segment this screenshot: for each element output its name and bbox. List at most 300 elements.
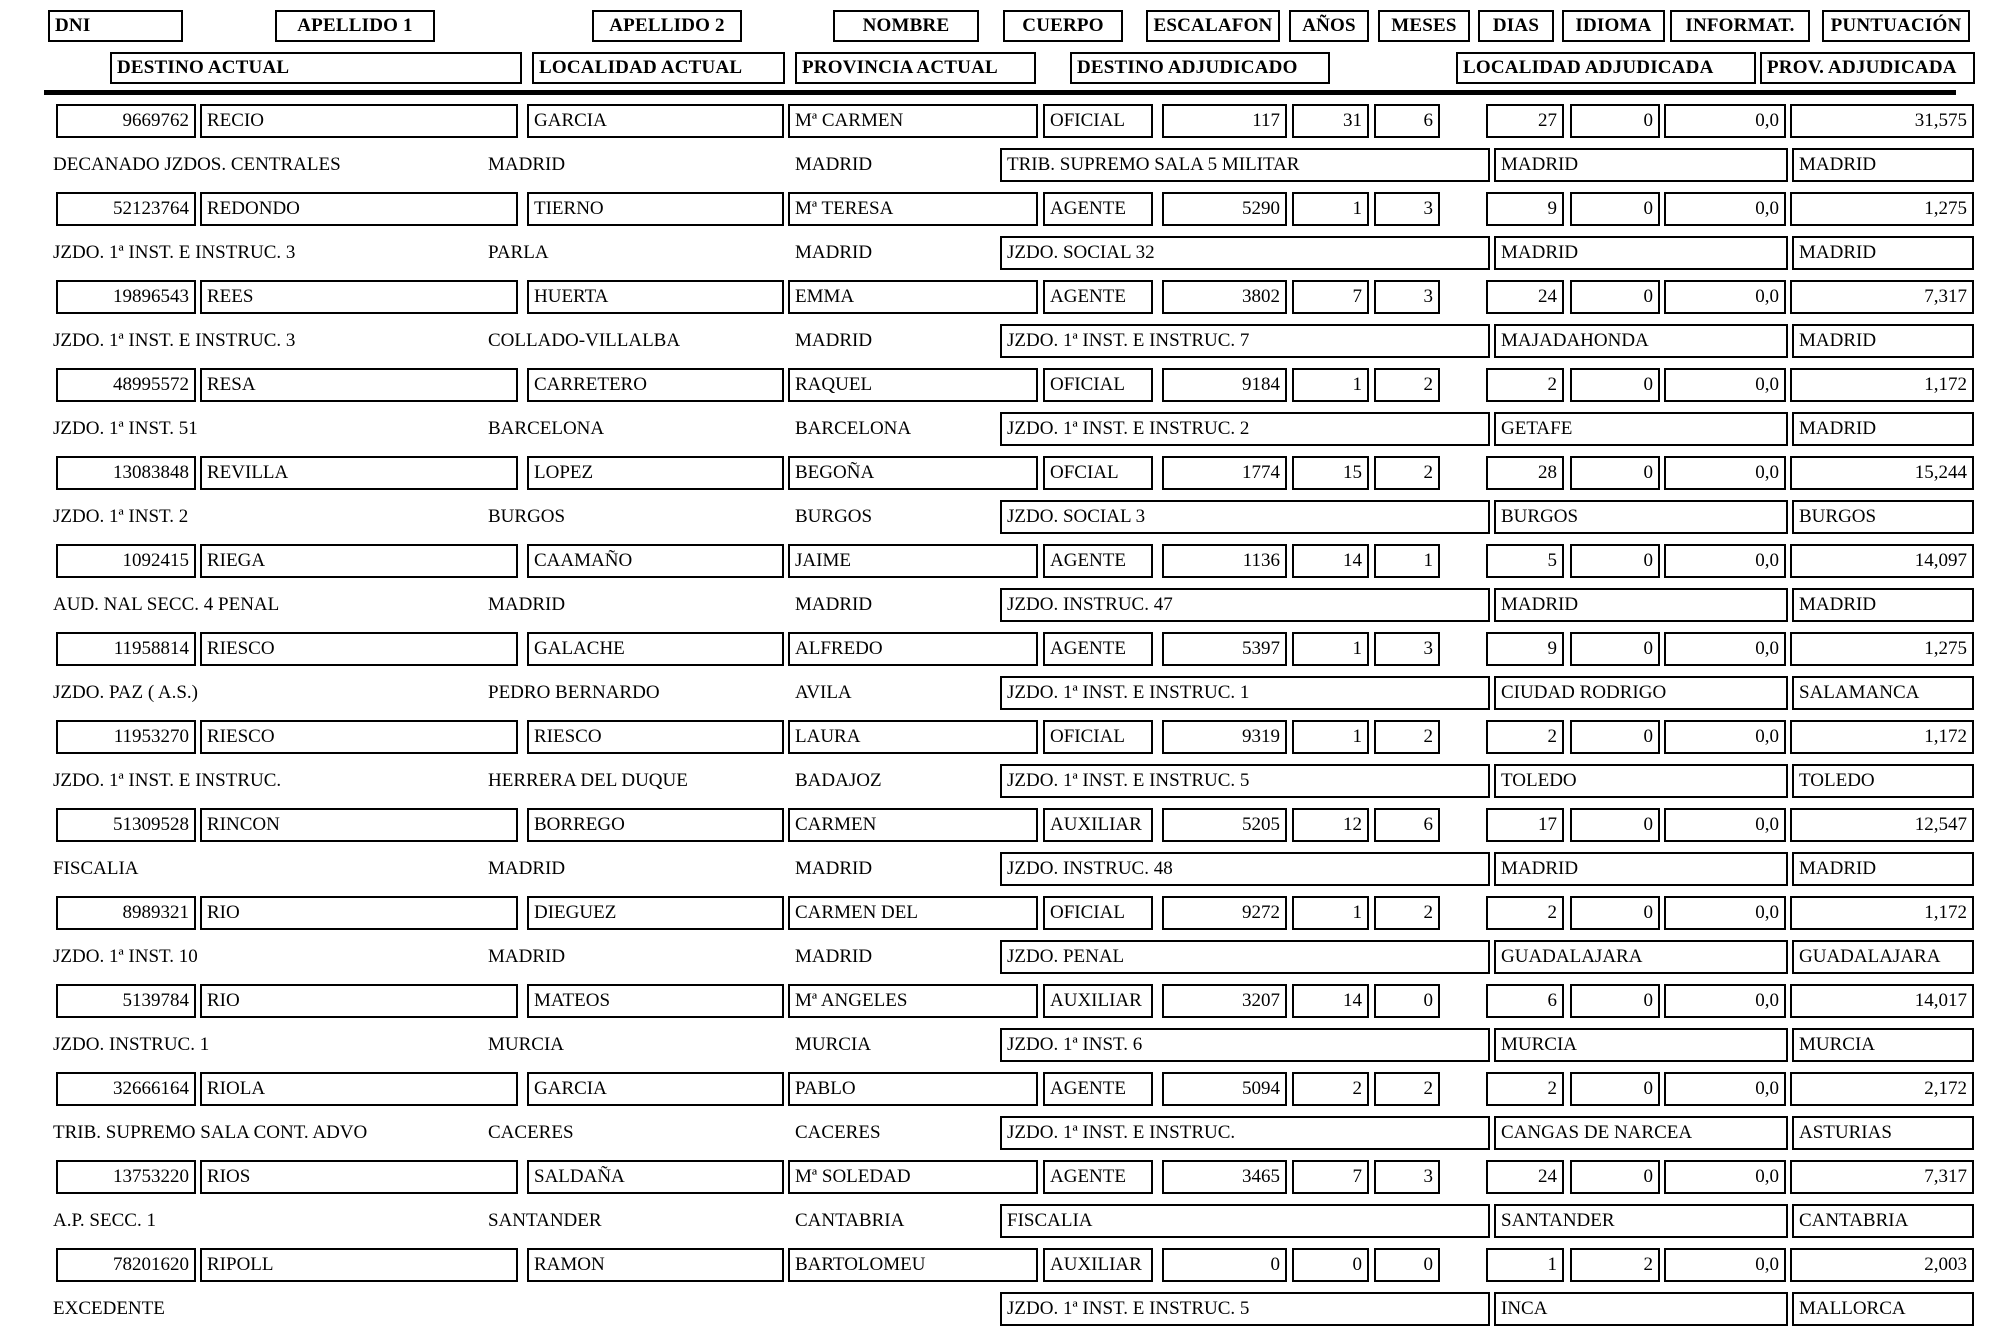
cell-localidad-actual: HERRERA DEL DUQUE (488, 770, 688, 791)
cell-destino-actual: JZDO. 1ª INST. E INSTRUC. (53, 770, 282, 791)
cell-idioma: 0 (1570, 632, 1660, 666)
cell-destino-actual: JZDO. 1ª INST. 10 (53, 946, 198, 967)
cell-destino-adjudicado: JZDO. INSTRUC. 47 (1000, 588, 1490, 622)
record-line-secondary (0, 848, 2000, 892)
cell-destino-adjudicado: TRIB. SUPREMO SALA 5 MILITAR (1000, 148, 1490, 182)
table-row (0, 452, 2000, 540)
cell-nombre: RAQUEL (788, 368, 1038, 402)
cell-localidad-adjudicada: TOLEDO (1494, 764, 1788, 798)
cell-destino-adjudicado: JZDO. 1ª INST. 6 (1000, 1028, 1490, 1062)
cell-dni: 1092415 (56, 544, 196, 578)
cell-cuerpo: OFICIAL (1043, 104, 1153, 138)
header-apellido-2: APELLIDO 2 (592, 10, 742, 42)
cell-dni: 9669762 (56, 104, 196, 138)
cell-anios: 7 (1292, 280, 1369, 314)
cell-apellido2: GARCIA (527, 104, 784, 138)
cell-prov-adjudicada: ASTURIAS (1792, 1116, 1974, 1150)
header-escalafon: ESCALAFON (1146, 10, 1280, 42)
cell-escalafon: 5205 (1162, 808, 1287, 842)
cell-escalafon: 9184 (1162, 368, 1287, 402)
cell-anios: 1 (1292, 720, 1369, 754)
cell-dni: 5139784 (56, 984, 196, 1018)
cell-apellido1: RIO (200, 896, 518, 930)
cell-prov-adjudicada: MURCIA (1792, 1028, 1974, 1062)
cell-meses: 1 (1374, 544, 1440, 578)
cell-apellido2: SALDAÑA (527, 1160, 784, 1194)
cell-apellido1: RIO (200, 984, 518, 1018)
cell-apellido2: RIESCO (527, 720, 784, 754)
cell-localidad-actual (483, 1292, 753, 1326)
cell-puntuacion: 1,172 (1790, 720, 1974, 754)
cell-apellido1: RIPOLL (200, 1248, 518, 1282)
header-localidad-actual: LOCALIDAD ACTUAL (532, 52, 785, 84)
record-line-primary (0, 100, 2000, 144)
table-row (0, 1244, 2000, 1332)
cell-apellido1: RINCON (200, 808, 518, 842)
cell-dias: 1 (1486, 1248, 1564, 1282)
cell-localidad-adjudicada: MADRID (1494, 236, 1788, 270)
cell-apellido2: GARCIA (527, 1072, 784, 1106)
cell-nombre: CARMEN (788, 808, 1038, 842)
cell-destino-adjudicado: JZDO. 1ª INST. E INSTRUC. 5 (1000, 764, 1490, 798)
cell-localidad-actual: CACERES (488, 1122, 574, 1143)
cell-dias: 6 (1486, 984, 1564, 1018)
cell-escalafon: 3207 (1162, 984, 1287, 1018)
cell-dias: 17 (1486, 808, 1564, 842)
cell-destino-adjudicado: JZDO. SOCIAL 32 (1000, 236, 1490, 270)
header-localidad-adjudicada: LOCALIDAD ADJUDICADA (1456, 52, 1756, 84)
cell-cuerpo: AGENTE (1043, 632, 1153, 666)
record-line-secondary (0, 496, 2000, 540)
cell-provincia-actual (790, 1292, 1020, 1326)
cell-dias: 2 (1486, 368, 1564, 402)
cell-puntuacion: 14,097 (1790, 544, 1974, 578)
record-line-primary (0, 716, 2000, 760)
cell-informat: 0,0 (1664, 808, 1786, 842)
cell-destino-actual: JZDO. 1ª INST. 2 (53, 506, 189, 527)
cell-prov-adjudicada: MADRID (1792, 412, 1974, 446)
cell-puntuacion: 1,172 (1790, 368, 1974, 402)
cell-idioma: 0 (1570, 1072, 1660, 1106)
cell-nombre: JAIME (788, 544, 1038, 578)
cell-localidad-adjudicada: SANTANDER (1494, 1204, 1788, 1238)
cell-dni: 19896543 (56, 280, 196, 314)
cell-escalafon: 3465 (1162, 1160, 1287, 1194)
cell-meses: 2 (1374, 1072, 1440, 1106)
cell-cuerpo: AGENTE (1043, 192, 1153, 226)
cell-prov-adjudicada: GUADALAJARA (1792, 940, 1974, 974)
cell-dni: 48995572 (56, 368, 196, 402)
table-row (0, 276, 2000, 364)
cell-localidad-actual: SANTANDER (488, 1210, 602, 1231)
cell-localidad-adjudicada: GUADALAJARA (1494, 940, 1788, 974)
cell-cuerpo: AGENTE (1043, 1072, 1153, 1106)
cell-cuerpo: AUXILIAR (1043, 1248, 1153, 1282)
cell-destino-adjudicado: JZDO. 1ª INST. E INSTRUC. 7 (1000, 324, 1490, 358)
cell-dias: 27 (1486, 104, 1564, 138)
cell-apellido1: REVILLA (200, 456, 518, 490)
cell-destino-adjudicado: JZDO. PENAL (1000, 940, 1490, 974)
cell-prov-adjudicada: MADRID (1792, 852, 1974, 886)
cell-puntuacion: 7,317 (1790, 1160, 1974, 1194)
cell-dni: 11958814 (56, 632, 196, 666)
cell-informat: 0,0 (1664, 1248, 1786, 1282)
cell-dni: 51309528 (56, 808, 196, 842)
cell-meses: 0 (1374, 1248, 1440, 1282)
cell-meses: 6 (1374, 808, 1440, 842)
record-line-secondary (0, 232, 2000, 276)
cell-escalafon: 5094 (1162, 1072, 1287, 1106)
cell-localidad-adjudicada: BURGOS (1494, 500, 1788, 534)
record-line-secondary (0, 144, 2000, 188)
cell-apellido1: REDONDO (200, 192, 518, 226)
cell-cuerpo: OFCIAL (1043, 456, 1153, 490)
cell-meses: 2 (1374, 896, 1440, 930)
record-line-secondary (0, 1288, 2000, 1332)
cell-meses: 2 (1374, 720, 1440, 754)
record-line-primary (0, 276, 2000, 320)
cell-cuerpo: OFICIAL (1043, 720, 1153, 754)
cell-apellido1: REES (200, 280, 518, 314)
cell-meses: 3 (1374, 192, 1440, 226)
record-line-secondary (0, 1024, 2000, 1068)
cell-localidad-actual: BARCELONA (488, 418, 605, 439)
cell-prov-adjudicada: CANTABRIA (1792, 1204, 1974, 1238)
cell-puntuacion: 7,317 (1790, 280, 1974, 314)
cell-provincia-actual: MADRID (795, 858, 873, 879)
cell-destino-actual: JZDO. 1ª INST. E INSTRUC. 3 (53, 242, 296, 263)
cell-escalafon: 5290 (1162, 192, 1287, 226)
cell-informat: 0,0 (1664, 192, 1786, 226)
cell-provincia-actual: MADRID (795, 594, 873, 615)
record-line-secondary (0, 672, 2000, 716)
record-line-secondary (0, 1200, 2000, 1244)
cell-nombre: Mª SOLEDAD (788, 1160, 1038, 1194)
header-destino-adjudicado: DESTINO ADJUDICADO (1070, 52, 1330, 84)
cell-anios: 2 (1292, 1072, 1369, 1106)
record-line-secondary (0, 1112, 2000, 1156)
record-line-primary (0, 804, 2000, 848)
cell-anios: 0 (1292, 1248, 1369, 1282)
cell-apellido2: GALACHE (527, 632, 784, 666)
cell-nombre: BARTOLOMEU (788, 1248, 1038, 1282)
cell-provincia-actual: BURGOS (795, 506, 873, 527)
table-row (0, 188, 2000, 276)
cell-nombre: Mª TERESA (788, 192, 1038, 226)
cell-destino-actual: FISCALIA (53, 858, 139, 879)
cell-localidad-actual: COLLADO-VILLALBA (488, 330, 681, 351)
cell-dias: 9 (1486, 632, 1564, 666)
cell-prov-adjudicada: MADRID (1792, 148, 1974, 182)
cell-anios: 1 (1292, 632, 1369, 666)
cell-anios: 1 (1292, 192, 1369, 226)
cell-escalafon: 117 (1162, 104, 1287, 138)
cell-escalafon: 5397 (1162, 632, 1287, 666)
cell-informat: 0,0 (1664, 104, 1786, 138)
cell-provincia-actual: BADAJOZ (795, 770, 882, 791)
header-puntuacion: PUNTUACIÓN (1822, 10, 1970, 42)
cell-apellido1: RIESCO (200, 632, 518, 666)
cell-localidad-adjudicada: GETAFE (1494, 412, 1788, 446)
header-dias: DIAS (1478, 10, 1554, 42)
cell-apellido2: BORREGO (527, 808, 784, 842)
table-row (0, 100, 2000, 188)
cell-puntuacion: 12,547 (1790, 808, 1974, 842)
cell-idioma: 0 (1570, 1160, 1660, 1194)
table-header (0, 0, 2000, 86)
cell-provincia-actual: AVILA (795, 682, 852, 703)
cell-idioma: 0 (1570, 720, 1660, 754)
cell-puntuacion: 1,275 (1790, 632, 1974, 666)
cell-apellido1: RIESCO (200, 720, 518, 754)
cell-idioma: 0 (1570, 984, 1660, 1018)
cell-destino-actual: JZDO. PAZ ( A.S.) (53, 682, 198, 703)
record-line-primary (0, 1244, 2000, 1288)
cell-idioma: 0 (1570, 280, 1660, 314)
cell-anios: 31 (1292, 104, 1369, 138)
cell-destino-adjudicado: JZDO. 1ª INST. E INSTRUC. 5 (1000, 1292, 1490, 1326)
cell-apellido2: LOPEZ (527, 456, 784, 490)
record-line-primary (0, 1156, 2000, 1200)
cell-dias: 24 (1486, 1160, 1564, 1194)
cell-destino-adjudicado: JZDO. 1ª INST. E INSTRUC. (1000, 1116, 1490, 1150)
cell-informat: 0,0 (1664, 984, 1786, 1018)
cell-destino-actual: A.P. SECC. 1 (53, 1210, 156, 1231)
cell-localidad-actual: MADRID (488, 594, 566, 615)
cell-dni: 52123764 (56, 192, 196, 226)
cell-idioma: 0 (1570, 896, 1660, 930)
cell-puntuacion: 1,275 (1790, 192, 1974, 226)
cell-dni: 11953270 (56, 720, 196, 754)
cell-destino-adjudicado: FISCALIA (1000, 1204, 1490, 1238)
cell-apellido2: DIEGUEZ (527, 896, 784, 930)
record-line-primary (0, 980, 2000, 1024)
cell-dni: 32666164 (56, 1072, 196, 1106)
cell-dias: 28 (1486, 456, 1564, 490)
cell-provincia-actual: MADRID (795, 330, 873, 351)
cell-anios: 14 (1292, 984, 1369, 1018)
cell-idioma: 0 (1570, 808, 1660, 842)
cell-apellido2: HUERTA (527, 280, 784, 314)
cell-apellido2: RAMON (527, 1248, 784, 1282)
cell-escalafon: 0 (1162, 1248, 1287, 1282)
record-line-primary (0, 188, 2000, 232)
header-separator-rule (44, 90, 1956, 95)
cell-cuerpo: OFICIAL (1043, 896, 1153, 930)
cell-localidad-adjudicada: CIUDAD RODRIGO (1494, 676, 1788, 710)
cell-dni: 13083848 (56, 456, 196, 490)
cell-puntuacion: 2,172 (1790, 1072, 1974, 1106)
cell-cuerpo: AUXILIAR (1043, 984, 1153, 1018)
cell-nombre: PABLO (788, 1072, 1038, 1106)
record-line-secondary (0, 760, 2000, 804)
cell-escalafon: 9319 (1162, 720, 1287, 754)
record-line-secondary (0, 320, 2000, 364)
table-row (0, 1068, 2000, 1156)
cell-localidad-adjudicada: MURCIA (1494, 1028, 1788, 1062)
cell-idioma: 0 (1570, 456, 1660, 490)
record-line-primary (0, 1068, 2000, 1112)
cell-dni: 8989321 (56, 896, 196, 930)
cell-puntuacion: 31,575 (1790, 104, 1974, 138)
cell-destino-actual: DECANADO JZDOS. CENTRALES (53, 154, 341, 175)
cell-meses: 2 (1374, 456, 1440, 490)
cell-puntuacion: 15,244 (1790, 456, 1974, 490)
record-line-secondary (0, 408, 2000, 452)
cell-provincia-actual: MADRID (795, 242, 873, 263)
cell-destino-actual: JZDO. 1ª INST. E INSTRUC. 3 (53, 330, 296, 351)
cell-dias: 2 (1486, 896, 1564, 930)
cell-idioma: 2 (1570, 1248, 1660, 1282)
cell-localidad-adjudicada: MAJADAHONDA (1494, 324, 1788, 358)
cell-informat: 0,0 (1664, 1072, 1786, 1106)
cell-apellido2: CARRETERO (527, 368, 784, 402)
cell-prov-adjudicada: MADRID (1792, 324, 1974, 358)
header-anios: AÑOS (1289, 10, 1369, 42)
cell-prov-adjudicada: TOLEDO (1792, 764, 1974, 798)
cell-cuerpo: AUXILIAR (1043, 808, 1153, 842)
cell-escalafon: 1774 (1162, 456, 1287, 490)
cell-localidad-adjudicada: MADRID (1494, 852, 1788, 886)
cell-apellido2: TIERNO (527, 192, 784, 226)
header-apellido-1: APELLIDO 1 (275, 10, 435, 42)
cell-localidad-adjudicada: CANGAS DE NARCEA (1494, 1116, 1788, 1150)
cell-localidad-actual: MURCIA (488, 1034, 565, 1055)
cell-localidad-actual: BURGOS (488, 506, 566, 527)
cell-apellido1: RIOS (200, 1160, 518, 1194)
cell-informat: 0,0 (1664, 632, 1786, 666)
cell-apellido2: MATEOS (527, 984, 784, 1018)
cell-anios: 12 (1292, 808, 1369, 842)
cell-nombre: Mª CARMEN (788, 104, 1038, 138)
cell-meses: 6 (1374, 104, 1440, 138)
cell-informat: 0,0 (1664, 280, 1786, 314)
cell-idioma: 0 (1570, 104, 1660, 138)
record-line-primary (0, 452, 2000, 496)
cell-apellido1: RIOLA (200, 1072, 518, 1106)
cell-prov-adjudicada: SALAMANCA (1792, 676, 1974, 710)
cell-puntuacion: 1,172 (1790, 896, 1974, 930)
cell-nombre: CARMEN DEL (788, 896, 1038, 930)
cell-cuerpo: AGENTE (1043, 1160, 1153, 1194)
record-line-secondary (0, 936, 2000, 980)
table-row (0, 892, 2000, 980)
cell-puntuacion: 14,017 (1790, 984, 1974, 1018)
cell-nombre: Mª ANGELES (788, 984, 1038, 1018)
cell-anios: 1 (1292, 368, 1369, 402)
header-idioma: IDIOMA (1562, 10, 1665, 42)
cell-dni: 13753220 (56, 1160, 196, 1194)
record-line-secondary (0, 584, 2000, 628)
cell-nombre: ALFREDO (788, 632, 1038, 666)
cell-destino-actual: AUD. NAL SECC. 4 PENAL (53, 594, 280, 615)
cell-localidad-actual: PEDRO BERNARDO (488, 682, 660, 703)
cell-apellido1: RIEGA (200, 544, 518, 578)
cell-apellido1: RESA (200, 368, 518, 402)
cell-nombre: LAURA (788, 720, 1038, 754)
record-line-primary (0, 892, 2000, 936)
cell-cuerpo: OFICIAL (1043, 368, 1153, 402)
cell-prov-adjudicada: BURGOS (1792, 500, 1974, 534)
header-meses: MESES (1378, 10, 1470, 42)
cell-meses: 3 (1374, 632, 1440, 666)
cell-idioma: 0 (1570, 368, 1660, 402)
cell-informat: 0,0 (1664, 896, 1786, 930)
records-list (0, 100, 2000, 1332)
cell-informat: 0,0 (1664, 544, 1786, 578)
table-row (0, 804, 2000, 892)
cell-provincia-actual: CACERES (795, 1122, 881, 1143)
cell-provincia-actual: MADRID (795, 946, 873, 967)
cell-anios: 15 (1292, 456, 1369, 490)
table-row (0, 980, 2000, 1068)
cell-cuerpo: AGENTE (1043, 280, 1153, 314)
cell-dni: 78201620 (56, 1248, 196, 1282)
cell-meses: 0 (1374, 984, 1440, 1018)
cell-localidad-adjudicada: INCA (1494, 1292, 1788, 1326)
cell-anios: 1 (1292, 896, 1369, 930)
cell-informat: 0,0 (1664, 368, 1786, 402)
cell-anios: 14 (1292, 544, 1369, 578)
cell-destino-actual: TRIB. SUPREMO SALA CONT. ADVO (53, 1122, 368, 1143)
cell-destino-adjudicado: JZDO. 1ª INST. E INSTRUC. 1 (1000, 676, 1490, 710)
cell-nombre: EMMA (788, 280, 1038, 314)
cell-provincia-actual: BARCELONA (795, 418, 912, 439)
cell-localidad-actual: MADRID (488, 858, 566, 879)
record-line-primary (0, 628, 2000, 672)
cell-dias: 9 (1486, 192, 1564, 226)
header-cuerpo: CUERPO (1003, 10, 1123, 42)
table-row (0, 716, 2000, 804)
cell-meses: 3 (1374, 1160, 1440, 1194)
cell-provincia-actual: MADRID (795, 154, 873, 175)
table-row (0, 540, 2000, 628)
cell-cuerpo: AGENTE (1043, 544, 1153, 578)
cell-provincia-actual: MURCIA (795, 1034, 872, 1055)
cell-prov-adjudicada: MADRID (1792, 236, 1974, 270)
cell-destino-adjudicado: JZDO. SOCIAL 3 (1000, 500, 1490, 534)
header-provincia-actual: PROVINCIA ACTUAL (795, 52, 1036, 84)
header-informat: INFORMAT. (1670, 10, 1810, 42)
cell-prov-adjudicada: MADRID (1792, 588, 1974, 622)
cell-escalafon: 1136 (1162, 544, 1287, 578)
cell-anios: 7 (1292, 1160, 1369, 1194)
header-dni: DNI (48, 10, 183, 42)
cell-localidad-actual: MADRID (488, 946, 566, 967)
cell-apellido2: CAAMAÑO (527, 544, 784, 578)
cell-apellido1: RECIO (200, 104, 518, 138)
cell-destino-adjudicado: JZDO. INSTRUC. 48 (1000, 852, 1490, 886)
cell-puntuacion: 2,003 (1790, 1248, 1974, 1282)
cell-dias: 2 (1486, 1072, 1564, 1106)
header-prov-adjudicada: PROV. ADJUDICADA (1760, 52, 1975, 84)
cell-prov-adjudicada: MALLORCA (1792, 1292, 1974, 1326)
table-row (0, 1156, 2000, 1244)
cell-escalafon: 3802 (1162, 280, 1287, 314)
cell-escalafon: 9272 (1162, 896, 1287, 930)
cell-informat: 0,0 (1664, 1160, 1786, 1194)
cell-provincia-actual: CANTABRIA (795, 1210, 905, 1231)
cell-destino-actual: EXCEDENTE (53, 1298, 165, 1319)
cell-localidad-adjudicada: MADRID (1494, 148, 1788, 182)
record-line-primary (0, 540, 2000, 584)
table-row (0, 628, 2000, 716)
cell-meses: 2 (1374, 368, 1440, 402)
cell-meses: 3 (1374, 280, 1440, 314)
cell-informat: 0,0 (1664, 456, 1786, 490)
header-destino-actual: DESTINO ACTUAL (110, 52, 522, 84)
cell-idioma: 0 (1570, 192, 1660, 226)
